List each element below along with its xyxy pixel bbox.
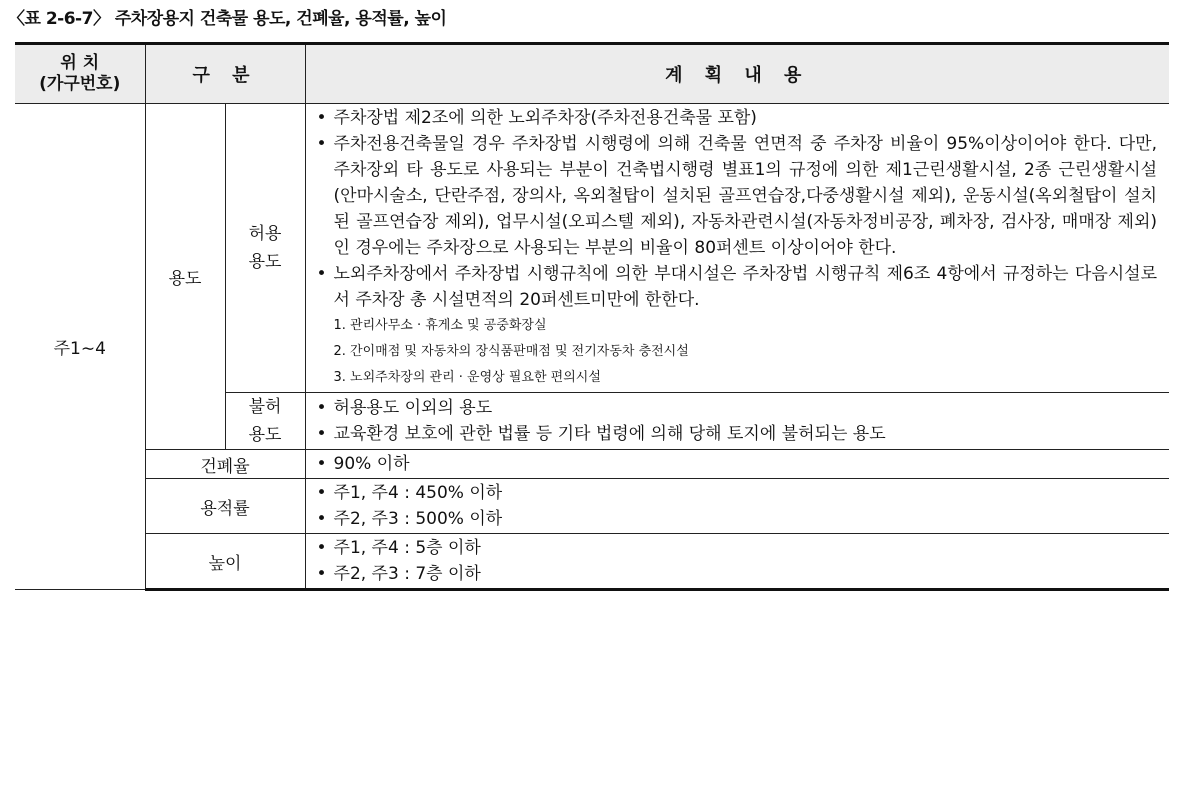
far-label: 용적률: [145, 479, 305, 534]
header-location-line2: (가구번호): [39, 74, 121, 94]
list-item: • 주2, 주3 : 7층 이하: [312, 561, 1158, 587]
header-row: [15, 44, 1169, 104]
row-coverage: [15, 450, 1169, 479]
regulation-table: [15, 42, 1169, 591]
header-location: [15, 44, 145, 104]
prohibited-label-line2: 용도: [248, 425, 282, 445]
list-item: • 주2, 주3 : 500% 이하: [312, 506, 1158, 532]
permitted-label-line2: 용도: [248, 252, 282, 272]
permitted-usage-label: [225, 104, 305, 393]
header-category: 구 분: [145, 44, 305, 104]
height-content: [305, 534, 1169, 590]
numbered-item: 1. 관리사무소 · 휴게소 및 공중화장실: [333, 318, 547, 333]
list-item: • 주차장법 제2조에 의한 노외주차장(주차전용건축물 포함): [312, 105, 1158, 131]
coverage-label: 건폐율: [145, 450, 305, 479]
list-item: • 주1, 주4 : 450% 이하: [312, 480, 1158, 506]
row-far: [15, 479, 1169, 534]
row-permitted-usage: [15, 104, 1169, 393]
table-caption: 〈표 2-6-7〉 주차장용지 건축물 용도, 건폐율, 용적률, 높이: [8, 9, 447, 29]
list-item: • 노외주차장에서 주차장법 시행규칙에 의한 부대시설은 주차장법 시행규칙 제6조 4항에서 규정하는 다음시설로서 주차장 총 시설면적의 20퍼센트미만에 한한다.: [312, 261, 1158, 313]
list-item: • 90% 이하: [312, 451, 1158, 477]
list-item: • 주1, 주4 : 5층 이하: [312, 535, 1158, 561]
prohibited-label-line1: 불허: [248, 397, 282, 417]
list-item: • 허용용도 이외의 용도: [312, 395, 1158, 421]
location-cell: 주1∼4: [15, 104, 145, 590]
numbered-item: 3. 노외주차장의 관리 · 운영상 필요한 편의시설: [333, 370, 601, 385]
header-location-line1: 위 치: [60, 53, 100, 73]
far-content: [305, 479, 1169, 534]
list-item: • 교육환경 보호에 관한 법률 등 기타 법령에 의해 당해 토지에 불허되는 용도: [312, 421, 1158, 447]
usage-label: 용도: [145, 104, 225, 450]
numbered-item: 2. 간이매점 및 자동차의 장식품판매점 및 전기자동차 충전시설: [333, 344, 689, 359]
height-label: 높이: [145, 534, 305, 590]
header-content: 계 획 내 용: [305, 44, 1169, 104]
list-item: • 주차전용건축물일 경우 주차장법 시행령에 의해 건축물 연면적 중 주차장 비율이 95%이상이어야 한다. 다만, 주차장외 타 용도로 사용되는 부분이 건축법시행령 별표1의 규정에 의한 제1근린생활시설, 2종 근린생활시설(안마시술소, 단란주점, 장의사, 옥외철탑이 설치된 골프연습장,다중생활시설 제외), 운동시설(옥외철탑이 설치된 골프연습장 제외), 업무시설(오피스텔 제외), 자동차관련시설(자동차정비공장, 폐차장, 검사장, 매매장 제외) 인 경우에는 주차장으로 사용되는 부분의 비율이 80퍼센트 이상이어야 한다.: [312, 131, 1158, 261]
permitted-usage-content: [305, 104, 1169, 393]
prohibited-usage-label: [225, 393, 305, 450]
coverage-content: [305, 450, 1169, 479]
row-height: [15, 534, 1169, 590]
prohibited-usage-content: [305, 393, 1169, 450]
permitted-label-line1: 허용: [248, 224, 282, 244]
